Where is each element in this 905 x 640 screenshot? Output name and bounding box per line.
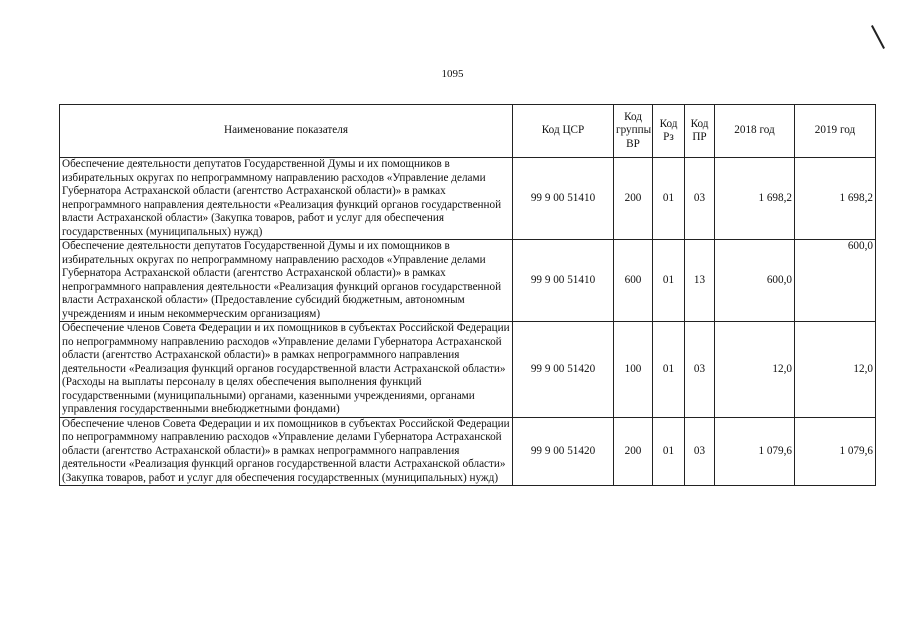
row-2018: 600,0: [715, 240, 795, 322]
header-2019: 2019 год: [795, 105, 876, 158]
row-2019: 600,0: [795, 240, 876, 322]
table-row: [60, 417, 876, 486]
row-pr: 13: [685, 240, 715, 322]
row-pr: 03: [685, 158, 715, 240]
row-csr: 99 9 00 51420: [513, 322, 614, 418]
row-csr: 99 9 00 51410: [513, 240, 614, 322]
table-body: [60, 158, 876, 486]
row-vr: 200: [614, 158, 653, 240]
row-2019: 12,0: [795, 322, 876, 418]
row-2019: 1 079,6: [795, 417, 876, 486]
row-csr: 99 9 00 51420: [513, 417, 614, 486]
row-name: Обеспечение членов Совета Федерации и их помощников в субъектах Российской Федерации по непрограммному направлению расходов «Управление делами Губернатора Астраханской области (агентство Астраханской области)» в рамках непрограммного направления деятельности «Реализация функций органов государственной власти Астраханской области» (Расходы на выплаты персоналу в целях обеспечения выполнения функций государственными (муниципальными) органами, казенными учреждениями, органами управления государственными внебюджетными фондами): [60, 322, 513, 418]
table-header: [60, 105, 876, 158]
header-rz: Код Рз: [653, 105, 685, 158]
corner-pen-mark: [871, 25, 885, 49]
row-pr: 03: [685, 417, 715, 486]
table-row: [60, 240, 876, 322]
table-row: [60, 158, 876, 240]
row-2019: 1 698,2: [795, 158, 876, 240]
row-rz: 01: [653, 158, 685, 240]
row-2018: 1 079,6: [715, 417, 795, 486]
row-vr: 600: [614, 240, 653, 322]
header-csr: Код ЦСР: [513, 105, 614, 158]
row-vr: 100: [614, 322, 653, 418]
row-rz: 01: [653, 322, 685, 418]
row-rz: 01: [653, 417, 685, 486]
row-2018: 1 698,2: [715, 158, 795, 240]
header-row: [60, 105, 876, 158]
row-2018: 12,0: [715, 322, 795, 418]
row-name: Обеспечение деятельности депутатов Государственной Думы и их помощников в избирательных округах по непрограммному направлению расходов «Управление делами Губернатора Астраханской области (агентство Астраханской области)» в рамках непрограммного направления деятельности «Реализация функций органов государственной власти Астраханской области» (Закупка товаров, работ и услуг для обеспечения государственных (муниципальных) нужд): [60, 158, 513, 240]
row-vr: 200: [614, 417, 653, 486]
page-number: 1095: [441, 68, 464, 80]
table-row: [60, 322, 876, 418]
header-name: Наименование показателя: [60, 105, 513, 158]
row-pr: 03: [685, 322, 715, 418]
header-2018: 2018 год: [715, 105, 795, 158]
row-name: Обеспечение деятельности депутатов Государственной Думы и их помощников в избирательных округах по непрограммному направлению расходов «Управление делами Губернатора Астраханской области (агентство Астраханской области)» в рамках непрограммного направления деятельности «Реализация функций органов государственной власти Астраханской области» (Предоставление субсидий бюджетным, автономным учреждениям и иным некоммерческим организациям): [60, 240, 513, 322]
budget-table: [59, 104, 876, 486]
row-csr: 99 9 00 51410: [513, 158, 614, 240]
row-name: Обеспечение членов Совета Федерации и их помощников в субъектах Российской Федерации по непрограммному направлению расходов «Управление делами Губернатора Астраханской области (агентство Астраханской области)» в рамках непрограммного направления деятельности «Реализация функций органов государственной власти Астраханской области» (Закупка товаров, работ и услуг для обеспечения государственных (муниципальных) нужд): [60, 417, 513, 486]
header-pr: Код ПР: [685, 105, 715, 158]
header-vr: Код группы ВР: [614, 105, 653, 158]
row-rz: 01: [653, 240, 685, 322]
